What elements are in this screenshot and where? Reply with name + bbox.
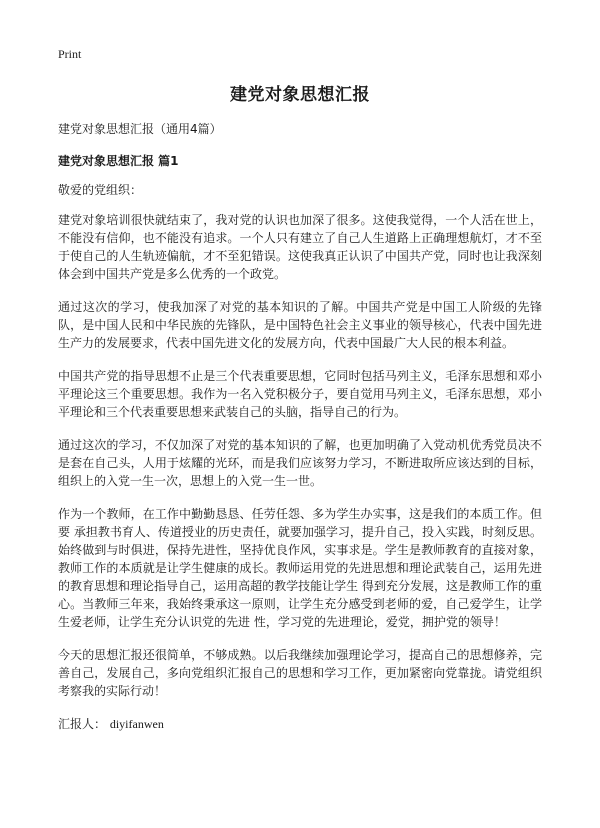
paragraph-3: 中国共产党的指导思想不止是三个代表重要思想，它同时包括马列主义，毛泽东思想和邓小平理论这三个重要思想。我作为一名入党积极分子，要自觉用马列主义，毛泽东思想，邓小平理论和三个代表重要思想来武装自己的头脑，指导自己的行为。	[58, 369, 542, 419]
page-title: 建党对象思想汇报	[230, 85, 370, 105]
signature-name: diyifanwen	[109, 717, 164, 731]
paragraph-2: 通过这次的学习，使我加深了对党的基本知识的了解。中国共产党是中国工人阶级的先锋队，是中国人民和中华民族的先锋队，是中国特色社会主义事业的领导核心，代表中国先进生产力的发展要求，代表中国先进文化的发展方向，代表中国最广大人民的根本利益。	[58, 300, 542, 350]
greeting: 敬爱的党组织：	[58, 183, 143, 197]
document-body	[58, 120, 542, 733]
paragraph-6: 今天的思想汇报还很简单，不够成熟。以后我继续加强理论学习，提高自己的思想修养，完善自己，发展自己，多向党组织汇报自己的思想和学习工作，更加紧密向党靠拢。请党组织考察我的实际行动！	[58, 648, 542, 698]
section-heading: 建党对象思想汇报 篇1	[58, 154, 179, 168]
paragraph-1: 建党对象培训很快就结束了，我对党的认识也加深了很多。这使我觉得，一个人活在世上，不能没有信仰，也不能没有追求。一个人只有建立了自己人生道路上正确理想航灯，才不至于使自己的人生轨迹偏航，才不至犯错误。这使我真正认识了中国共产党，同时也让我深刻体会到中国共产党是多么优秀的一个政党。	[58, 213, 542, 281]
print-link[interactable]: Print	[58, 47, 82, 61]
signature-label: 汇报人：	[58, 717, 107, 731]
paragraph-4: 通过这次的学习，不仅加深了对党的基本知识的了解，也更加明确了入党动机优秀党员决不是套在自己头，人用于炫耀的光环，而是我们应该努力学习，不断进取所应该达到的目标，组织上的入党一生一次，思想上的入党一生一世。	[58, 438, 542, 488]
signature-line	[58, 715, 542, 733]
paragraph-5: 作为一个教师，在工作中勤勤恳恳、任劳任怨、多为学生办实事，这是我们的本质工作。但要 承担教书育人、传道授业的历史责任，就要加强学习，提升自己，投入实践，时刻反思。始终做到与时俱进，保持先进性，坚持优良作风，实事求是。学生是教师教育的直接对象，教师工作的本质就是让学生健康的成长。教师运用党的先进思想和理论武装自己，运用先进的教育思想和理论指导自己，运用高超的教学技能让学生 得到充分发展，这是教师工作的重心。当教师三年来，我始终秉承这一原则，让学生充分感受到老师的爱，自己爱学生，让学生爱老师，让学生充分认识党的先进 性，学习党的先进理论，爱党，拥护党的领导！	[58, 507, 542, 629]
document-subtitle: 建党对象思想汇报（通用4篇）	[58, 122, 222, 136]
